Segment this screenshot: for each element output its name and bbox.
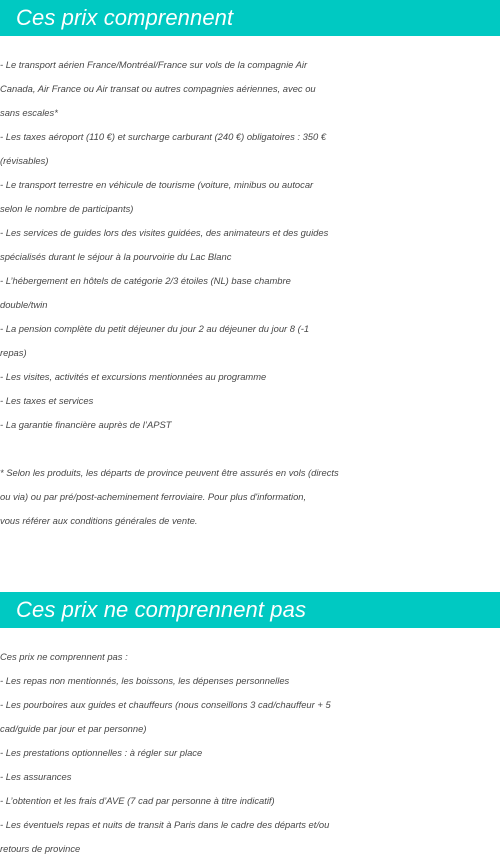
list-line: repas) (0, 347, 27, 358)
list-line: - Les éventuels repas et nuits de transit à Paris dans le cadre des départs et/ou (0, 819, 330, 830)
section-header-excludes (0, 592, 500, 628)
list-line: - L’hébergement en hôtels de catégorie 2/3 étoiles (NL) base chambre (0, 275, 291, 286)
excludes-list (0, 645, 500, 861)
footnote-line: * Selon les produits, les départs de province peuvent être assurés en vols (directs (0, 467, 339, 478)
list-line: - Les services de guides lors des visites guidées, des animateurs et des guides (0, 227, 329, 238)
list-line: (révisables) (0, 155, 49, 166)
list-line: spécialisés durant le séjour à la pourvoirie du Lac Blanc (0, 251, 232, 262)
list-line: - Les visites, activités et excursions mentionnées au programme (0, 371, 267, 382)
list-line: - Le transport terrestre en véhicule de tourisme (voiture, minibus ou autocar (0, 179, 314, 190)
list-line: - La garantie financière auprès de l’APST (0, 419, 172, 430)
list-line: - Les taxes et services (0, 395, 94, 406)
list-line: - Les prestations optionnelles : à régler sur place (0, 747, 203, 758)
list-line: Ces prix ne comprennent pas : (0, 651, 128, 662)
list-line: - Le transport aérien France/Montréal/France sur vols de la compagnie Air (0, 59, 308, 70)
footnote-line: ou via) ou par pré/post-acheminement ferroviaire. Pour plus d'information, (0, 491, 307, 502)
section-header-includes (0, 0, 500, 36)
list-line: - Les taxes aéroport (110 €) et surcharge carburant (240 €) obligatoires : 350 € (0, 131, 327, 142)
section-title-excludes: Ces prix ne comprennent pas (16, 597, 307, 622)
list-line: - Les pourboires aux guides et chauffeurs (nous conseillons 3 cad/chauffeur + 5 (0, 699, 331, 710)
list-line: - Les assurances (0, 771, 72, 782)
list-line: selon le nombre de participants) (0, 203, 134, 214)
list-line: - La pension complète du petit déjeuner du jour 2 au déjeuner du jour 8 (-1 (0, 323, 310, 334)
includes-list (0, 53, 500, 437)
list-line: double/twin (0, 299, 48, 310)
footnote-line: vous référer aux conditions générales de vente. (0, 515, 198, 526)
departure-footnote (0, 461, 500, 533)
list-line: - L’obtention et les frais d’AVE (7 cad par personne à titre indicatif) (0, 795, 275, 806)
list-line: retours de province (0, 843, 81, 854)
list-line: - Les repas non mentionnés, les boissons, les dépenses personnelles (0, 675, 290, 686)
section-title-includes: Ces prix comprennent (16, 5, 234, 30)
list-line: cad/guide par jour et par personne) (0, 723, 147, 734)
list-line: Canada, Air France ou Air transat ou autres compagnies aériennes, avec ou (0, 83, 316, 94)
list-line: sans escales* (0, 107, 58, 118)
